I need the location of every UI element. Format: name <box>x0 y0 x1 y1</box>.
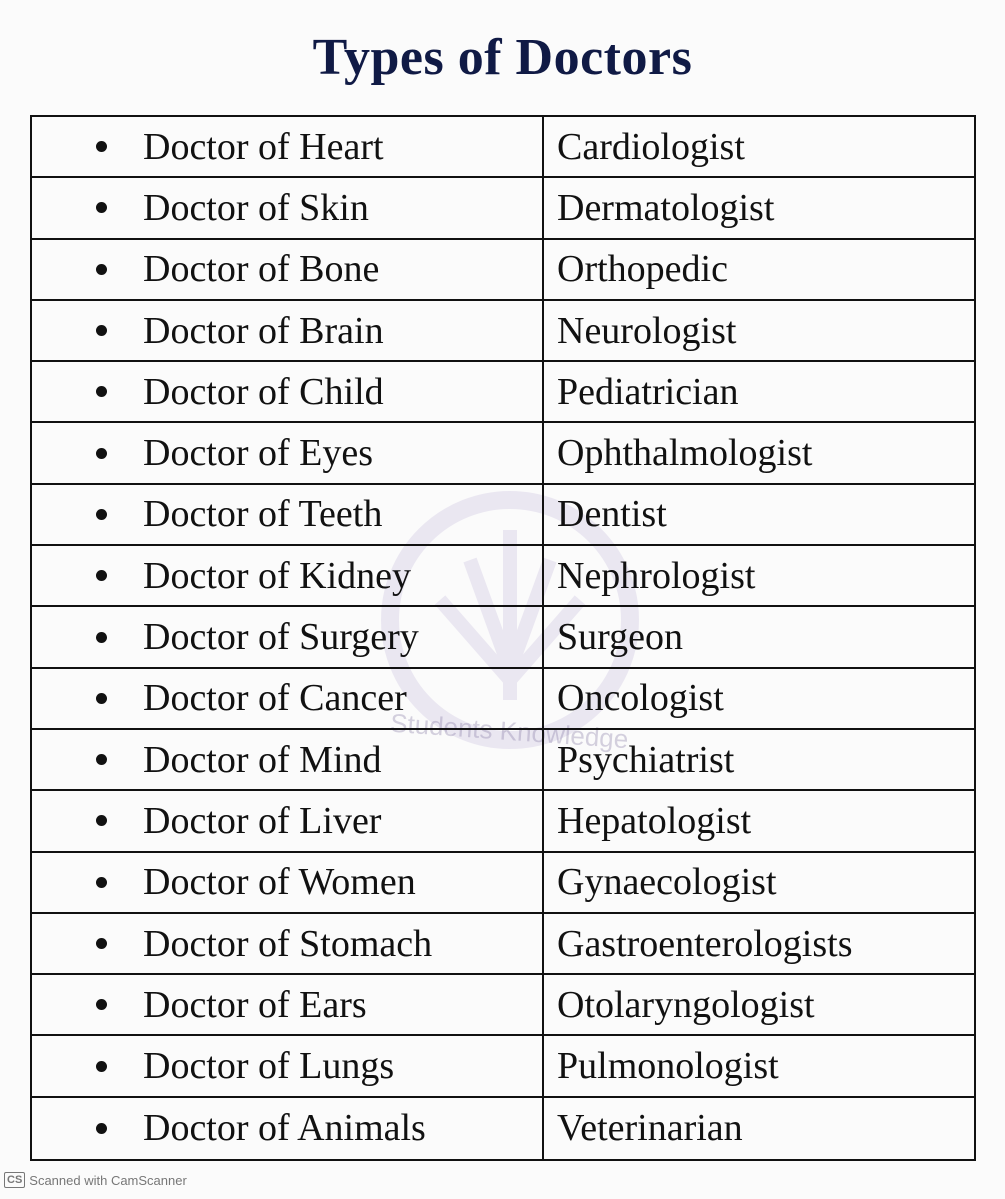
doctor-name-cell <box>544 485 974 544</box>
bullet-icon <box>96 264 107 275</box>
specialty-cell <box>32 607 544 666</box>
specialty-cell <box>32 362 544 421</box>
bullet-icon <box>96 632 107 643</box>
scanner-text: Scanned with CamScanner <box>29 1172 187 1188</box>
specialty-cell <box>32 853 544 912</box>
table-row <box>32 117 974 178</box>
bullet-icon <box>96 693 107 704</box>
specialty-label: Doctor of Eyes <box>143 432 374 475</box>
table-row <box>32 607 974 668</box>
bullet-icon <box>96 1061 107 1072</box>
table-row <box>32 301 974 362</box>
specialty-label: Doctor of Surgery <box>143 616 419 659</box>
watermark-text: Students Knowledge <box>389 707 630 755</box>
specialty-label: Doctor of Bone <box>143 248 380 291</box>
specialty-cell <box>32 117 544 176</box>
bullet-icon <box>96 570 107 581</box>
doctor-name-cell <box>544 730 974 789</box>
specialty-cell <box>32 485 544 544</box>
table-row <box>32 853 974 914</box>
camscanner-logo: CS <box>4 1172 25 1188</box>
specialty-cell <box>32 301 544 360</box>
doctor-name-label: Cardiologist <box>557 125 745 168</box>
table-row <box>32 178 974 239</box>
doctor-name-label: Dentist <box>557 493 667 536</box>
doctor-name-cell <box>544 117 974 176</box>
specialty-cell <box>32 730 544 789</box>
scanner-footer <box>4 1172 187 1188</box>
doctor-name-label: Dermatologist <box>557 186 775 229</box>
specialty-label: Doctor of Mind <box>143 738 382 781</box>
specialty-cell <box>32 1098 544 1159</box>
table-row <box>32 362 974 423</box>
bullet-icon <box>96 509 107 520</box>
doctor-name-cell <box>544 178 974 237</box>
specialty-label: Doctor of Animals <box>143 1107 426 1150</box>
doctor-name-cell <box>544 853 974 912</box>
table-row <box>32 914 974 975</box>
doctor-name-label: Surgeon <box>557 616 683 659</box>
doctor-name-label: Hepatologist <box>557 799 752 842</box>
doctor-name-label: Gynaecologist <box>557 861 777 904</box>
bullet-icon <box>96 386 107 397</box>
doctor-name-label: Pediatrician <box>557 370 739 413</box>
specialty-cell <box>32 914 544 973</box>
doctor-name-label: Veterinarian <box>557 1107 743 1150</box>
table-row <box>32 546 974 607</box>
specialty-cell <box>32 975 544 1034</box>
doctor-name-label: Pulmonologist <box>557 1045 779 1088</box>
doctor-name-label: Otolaryngologist <box>557 983 815 1026</box>
doctors-table <box>30 115 976 1161</box>
specialty-cell <box>32 791 544 850</box>
table-row <box>32 1036 974 1097</box>
doctor-name-label: Oncologist <box>557 677 724 720</box>
doctor-name-label: Psychiatrist <box>557 738 735 781</box>
page-title: Types of Doctors <box>312 29 693 86</box>
table-row <box>32 975 974 1036</box>
specialty-label: Doctor of Stomach <box>143 922 433 965</box>
doctor-name-cell <box>544 791 974 850</box>
doctor-name-cell <box>544 423 974 482</box>
specialty-label: Doctor of Ears <box>143 983 367 1026</box>
bullet-icon <box>96 938 107 949</box>
specialty-label: Doctor of Teeth <box>143 493 383 536</box>
table-row <box>32 669 974 730</box>
bullet-icon <box>96 999 107 1010</box>
doctor-name-cell <box>544 546 974 605</box>
bullet-icon <box>96 877 107 888</box>
specialty-label: Doctor of Cancer <box>143 677 407 720</box>
doctor-name-label: Gastroenterologists <box>557 922 853 965</box>
bullet-icon <box>96 448 107 459</box>
specialty-label: Doctor of Child <box>143 370 384 413</box>
bullet-icon <box>96 202 107 213</box>
doctor-name-cell <box>544 362 974 421</box>
doctor-name-cell <box>544 240 974 299</box>
specialty-label: Doctor of Kidney <box>143 554 412 597</box>
table-row <box>32 423 974 484</box>
bullet-icon <box>96 325 107 336</box>
table-row <box>32 485 974 546</box>
doctor-name-label: Orthopedic <box>557 248 728 291</box>
doctor-name-cell <box>544 301 974 360</box>
table-row <box>32 1098 974 1159</box>
specialty-label: Doctor of Liver <box>143 799 382 842</box>
bullet-icon <box>96 815 107 826</box>
doctor-name-cell <box>544 607 974 666</box>
doctor-name-label: Ophthalmologist <box>557 432 813 475</box>
specialty-label: Doctor of Lungs <box>143 1045 395 1088</box>
specialty-cell <box>32 1036 544 1095</box>
specialty-cell <box>32 546 544 605</box>
specialty-cell <box>32 178 544 237</box>
doctor-name-cell <box>544 669 974 728</box>
doctor-name-cell <box>544 1036 974 1095</box>
specialty-cell <box>32 669 544 728</box>
doctor-name-cell <box>544 1098 974 1159</box>
doctor-name-cell <box>544 914 974 973</box>
table-row <box>32 240 974 301</box>
doctor-name-label: Nephrologist <box>557 554 756 597</box>
specialty-label: Doctor of Skin <box>143 186 369 229</box>
bullet-icon <box>96 141 107 152</box>
specialty-cell <box>32 240 544 299</box>
table-row <box>32 791 974 852</box>
specialty-label: Doctor of Women <box>143 861 416 904</box>
bullet-icon <box>96 754 107 765</box>
specialty-label: Doctor of Heart <box>143 125 384 168</box>
table-row <box>32 730 974 791</box>
specialty-label: Doctor of Brain <box>143 309 384 352</box>
specialty-cell <box>32 423 544 482</box>
doctor-name-cell <box>544 975 974 1034</box>
bullet-icon <box>96 1123 107 1134</box>
doctor-name-label: Neurologist <box>557 309 737 352</box>
